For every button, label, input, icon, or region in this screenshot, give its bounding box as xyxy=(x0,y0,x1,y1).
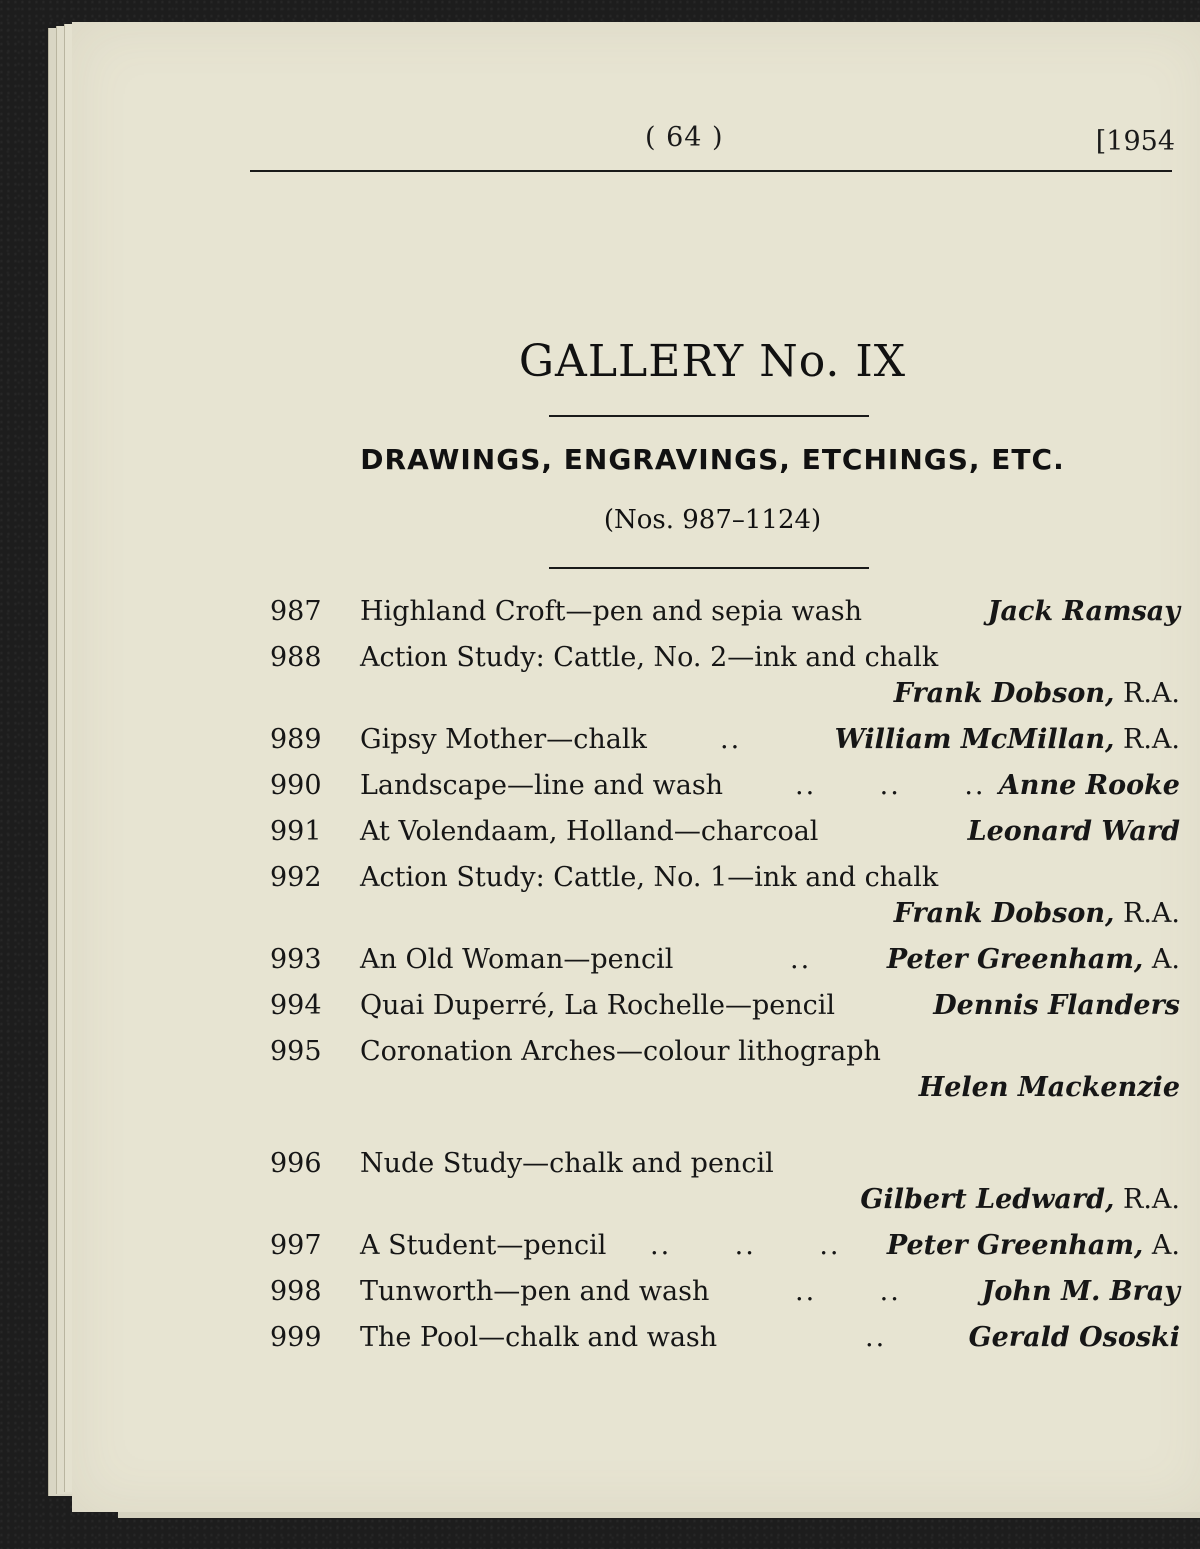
entry-number: 994 xyxy=(270,990,322,1021)
entry-artist: Frank Dobson, R.A. xyxy=(893,678,1180,709)
entry-title: An Old Woman—pencil xyxy=(360,944,674,975)
year-mark: [1954 xyxy=(1095,126,1175,157)
catalogue-entry xyxy=(270,1030,1180,1112)
catalogue-entry xyxy=(270,938,1180,984)
entry-title: The Pool—chalk and wash xyxy=(360,1322,718,1353)
entry-artist: Helen Mackenzie xyxy=(918,1072,1180,1103)
entry-title: Landscape—line and wash xyxy=(360,770,724,801)
entry-title: Action Study: Cattle, No. 2—ink and chalk xyxy=(360,642,939,673)
entry-title: Quai Duperré, La Rochelle—pencil xyxy=(360,990,836,1021)
entry-number: 997 xyxy=(270,1230,322,1261)
entry-title: Highland Croft—pen and sepia wash xyxy=(360,596,862,627)
dot-leader: .. xyxy=(865,1322,887,1353)
catalogue-entry xyxy=(270,1142,1180,1224)
entry-number: 991 xyxy=(270,816,322,847)
entry-number: 989 xyxy=(270,724,322,755)
entry-number: 987 xyxy=(270,596,322,627)
entry-artist: Gerald Ososki xyxy=(968,1322,1180,1353)
entry-title: A Student—pencil xyxy=(360,1230,607,1261)
entry-number: 990 xyxy=(270,770,322,801)
entry-artist: John M. Bray xyxy=(981,1276,1180,1307)
gallery-subtitle: DRAWINGS, ENGRAVINGS, ETCHINGS, ETC. xyxy=(360,443,1065,476)
entry-title: Tunworth—pen and wash xyxy=(360,1276,710,1307)
header-rule xyxy=(250,170,1172,172)
running-header xyxy=(250,120,1175,170)
entry-number: 998 xyxy=(270,1276,322,1307)
dot-leader: .. .. xyxy=(795,1276,901,1307)
catalogue-entry xyxy=(270,1316,1180,1362)
catalogue-entry xyxy=(270,764,1180,810)
entry-title: Action Study: Cattle, No. 1—ink and chalk xyxy=(360,862,939,893)
catalogue-entry xyxy=(270,718,1180,764)
entry-artist: Frank Dobson, R.A. xyxy=(893,898,1180,929)
entry-number: 999 xyxy=(270,1322,322,1353)
entry-artist: Gilbert Ledward, R.A. xyxy=(860,1184,1180,1215)
dot-leader: .. .. .. xyxy=(795,770,986,801)
page-number: ( 64 ) xyxy=(645,122,724,153)
entry-artist: Anne Rooke xyxy=(998,770,1180,801)
entry-artist: Peter Greenham, A. xyxy=(886,944,1180,975)
entry-title: Coronation Arches—colour lithograph xyxy=(360,1036,881,1067)
catalogue-entry xyxy=(270,1224,1180,1270)
catalogue-entry xyxy=(270,810,1180,856)
entry-number: 988 xyxy=(270,642,322,673)
entry-artist: William McMillan, R.A. xyxy=(834,724,1180,755)
entry-artist: Leonard Ward xyxy=(967,816,1180,847)
entry-title: Nude Study—chalk and pencil xyxy=(360,1148,774,1179)
entry-number: 993 xyxy=(270,944,322,975)
title-rule xyxy=(549,415,869,417)
catalogue-entry xyxy=(270,984,1180,1030)
entry-number: 995 xyxy=(270,1036,322,1067)
entry-title: Gipsy Mother—chalk xyxy=(360,724,647,755)
catalogue-entry xyxy=(270,1270,1180,1316)
catalogue-list xyxy=(270,590,1180,1362)
range-rule xyxy=(549,567,869,569)
dot-leader: .. xyxy=(790,944,812,975)
catalogue-entry xyxy=(270,636,1180,718)
entry-artist: Jack Ramsay xyxy=(987,596,1180,627)
entry-artist: Peter Greenham, A. xyxy=(886,1230,1180,1261)
entry-number: 992 xyxy=(270,862,322,893)
catalogue-entry xyxy=(270,856,1180,938)
entry-number: 996 xyxy=(270,1148,322,1179)
entry-artist: Dennis Flanders xyxy=(933,990,1180,1021)
dot-leader: .. .. .. xyxy=(650,1230,841,1261)
catalogue-entry xyxy=(270,590,1180,636)
entry-title: At Volendaam, Holland—charcoal xyxy=(360,816,819,847)
dot-leader: .. xyxy=(720,724,742,755)
gallery-title: GALLERY No. IX xyxy=(518,336,907,387)
catalogue-range: (Nos. 987–1124) xyxy=(603,505,822,535)
